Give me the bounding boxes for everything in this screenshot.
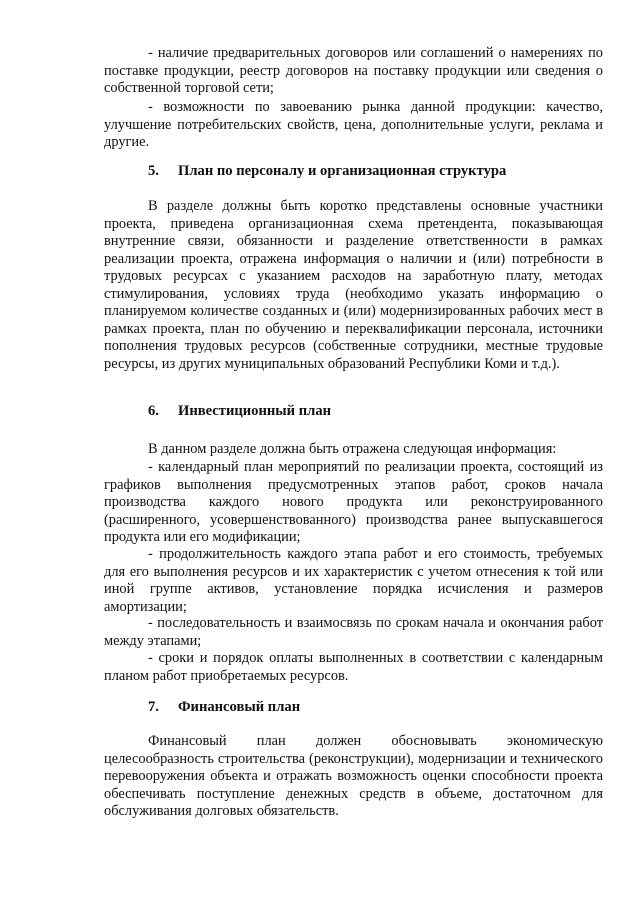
section-number: 7. — [148, 699, 159, 715]
paragraph-stage-sequence: - последовательность и взаимосвязь по срокам начала и окончания работ между этапами; — [104, 615, 603, 649]
section-number: 6. — [148, 403, 159, 419]
paragraph-financial-plan: Финансовый план должен обосновывать экономическую целесообразность строительства (реконструкции), модернизации и технического перевооружения объекта и отражать возможность оценки способности проекта обеспечивать поступление денежных средств в объеме, достаточном для обслуживания долговых обязательств. — [104, 733, 603, 819]
paragraph-stage-duration: - продолжительность каждого этапа работ и его стоимость, требуемых для его выполнения ресурсов и их характеристик с учетом отнесения к той или иной группе активов, установление порядка исчисления и размеров амортизации; — [104, 546, 603, 615]
section-heading-6 — [148, 403, 331, 420]
section-title: Инвестиционный план — [178, 403, 332, 419]
paragraph-market-capabilities: - возможности по завоеванию рынка данной продукции: качество, улучшение потребительских свойств, цена, дополнительные услуги, реклама и другие. — [104, 99, 603, 150]
paragraph-personnel: В разделе должны быть коротко представлены основные участники проекта, приведена организационная схема претендента, показывающая внутренние связи, обязанности и разделение ответственности в рамках реализации проекта, отражена информация о наличии и (или) потребности в трудовых ресурсах с указанием расходов на заработную плату, методах стимулирования, условиях труда (необходимо указать информацию о планируемом количестве созданных и (или) модернизированных рабочих мест в рамках проекта, план по обучению и переквалификации персонала, источники пополнения трудовых ресурсов (собственные сотрудники, местные трудовые ресурсы, из других муниципальных образований Республики Коми и т.д.). — [104, 198, 603, 372]
section-heading-7 — [148, 699, 300, 716]
paragraph-preliminary-contracts: - наличие предварительных договоров или соглашений о намерениях по поставке продукции, реестр договоров на поставку продукции или сведения о собственной торговой сети; — [104, 45, 603, 96]
paragraph-investment-intro: В данном разделе должна быть отражена следующая информация: — [148, 441, 557, 457]
paragraph-calendar-plan: - календарный план мероприятий по реализации проекта, состоящий из графиков выполнения предусмотренных этапов работ, сроков начала производства каждого нового продукта или реконструированного (расширенного, усовершенствованного) производства ранее выпускавшегося продукта или его модификации; — [104, 459, 603, 545]
section-title: План по персоналу и организационная структура — [178, 163, 507, 179]
section-number: 5. — [148, 163, 159, 179]
section-title: Финансовый план — [178, 699, 301, 715]
paragraph-payment-terms: - сроки и порядок оплаты выполненных в соответствии с календарным планом работ приобретаемых ресурсов. — [104, 650, 603, 684]
section-heading-5 — [148, 163, 506, 180]
